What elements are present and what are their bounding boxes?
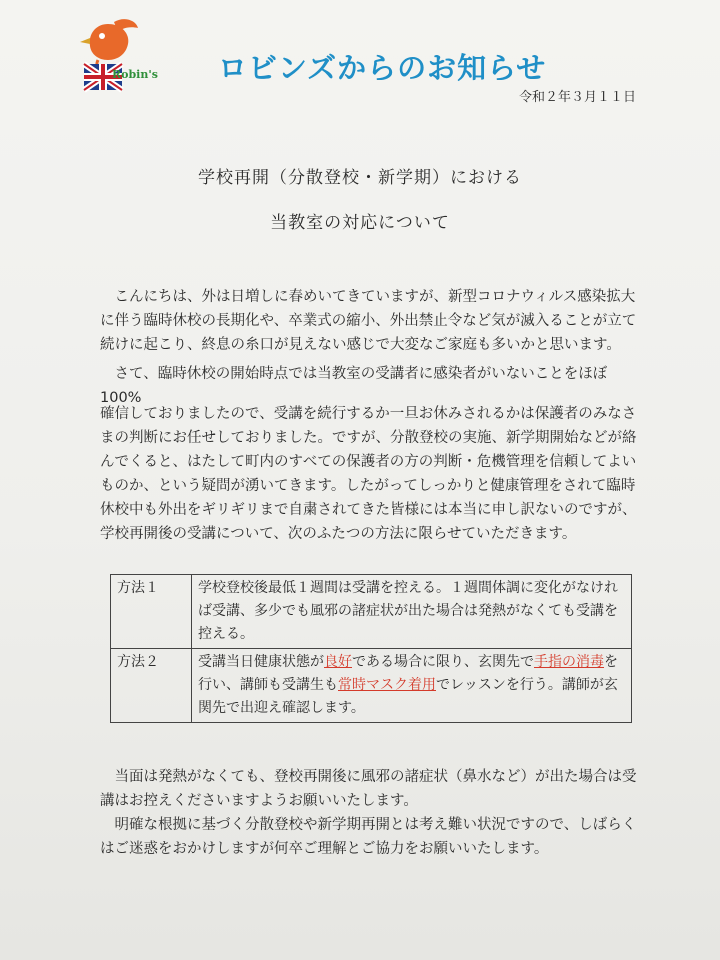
highlight-mask: 常時マスク着用: [338, 677, 436, 693]
method-1-text: 学校登校後最低１週間は受講を控える。１週間体調に変化がなければ受講、多少でも風邪の諸症状が出た場合は発熱がなくても受講を控える。: [192, 575, 632, 649]
notice-title-line2: 当教室の対応について: [270, 213, 450, 233]
highlight-hand-sanitize: 手指の消毒: [534, 654, 604, 670]
method-2-text-c: を行い、講師も受講生も: [198, 654, 618, 693]
robins-logo: [78, 16, 178, 96]
highlight-good-health: 良好: [324, 654, 352, 670]
paragraph-intro: さて、臨時休校の開始時点では当教室の受講者に感染者がいないことをほぼ 100%: [100, 366, 608, 406]
paragraph-explanation: 確信しておりましたので、受講を続行するか一旦お休みされるかは保護者のみなさまの判断にお任せしておりました。ですが、分散登校の実施、新学期開始などが絡んでくると、はたして町内のすべての保護者の方の判断・危機管理を信頼してよいものか、という疑問が湧いてきます。したがってしっかりと健康管理をされて臨時休校中も外出をギリギリまで自粛されてきた皆様には本当に申し訳ないのですが、学校再開後の受講について、次のふたつの方法に限らせていただきます。: [100, 406, 637, 542]
org-title: ロビンズからのお知らせ: [218, 51, 547, 85]
table-row: [111, 649, 632, 723]
method-1-label: 方法１: [111, 575, 192, 649]
paragraph-request: 当面は発熱がなくても、登校再開後に風邪の諸症状（鼻水など）が出た場合は受講はお控えくださいますようお願いいたします。: [100, 769, 637, 809]
paragraph-closing: 明確な根拠に基づく分散登校や新学期再開とは考え難い状況ですので、しばらくはご迷惑をおかけしますが何卒ご理解とご協力をお願いいたします。: [100, 817, 637, 857]
robin-bird-icon: [78, 16, 178, 96]
method-2-text-a: 受講当日健康状態が: [198, 654, 324, 670]
methods-table: [110, 574, 632, 723]
logo-wordmark: Robin's: [112, 68, 158, 81]
method-2-text-d: でレッスンを行う。講師が玄関先で出迎え確認します。: [198, 677, 618, 716]
paragraph-greeting: こんにちは、外は日増しに春めいてきていますが、新型コロナウィルス感染拡大に伴う臨時休校の長期化や、卒業式の縮小、外出禁止令など気が滅入ることが立て続けに起こり、終息の糸口が見えない感じで大変なご家庭も多いかと思います。: [100, 289, 637, 353]
method-2-label: 方法２: [111, 649, 192, 723]
notice-title-line1: 学校再開（分散登校・新学期）における: [198, 168, 522, 188]
method-2-text: [192, 649, 632, 723]
table-row: [111, 575, 632, 649]
method-2-text-b: である場合に限り、玄関先で: [352, 654, 534, 670]
notice-date: 令和２年３月１１日: [518, 90, 636, 105]
